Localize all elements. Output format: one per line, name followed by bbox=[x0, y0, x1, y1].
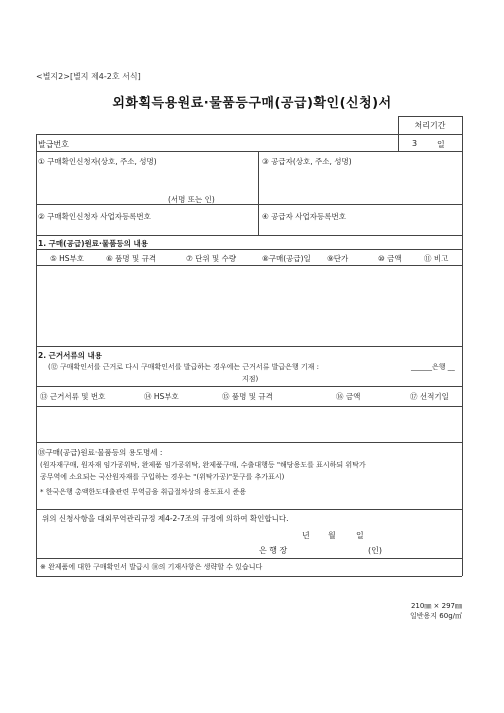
usage-title: ⑱구매(공급)원료·물품등의 용도명세 : bbox=[38, 448, 163, 457]
section1-col-amount: ⑩ 금액 bbox=[378, 254, 402, 263]
usage-line-1: (원자재구매, 원자재 임가공위탁, 완제품 임가공위탁, 완제품구매, 수출대행등 "해당용도를 표시하되 위탁가 bbox=[40, 461, 366, 469]
table-border bbox=[398, 116, 462, 117]
section2-col-name: ⑮ 품명 및 규격 bbox=[222, 392, 273, 401]
section2-title: 2. 근거서류의 내용 bbox=[38, 351, 103, 360]
table-border bbox=[36, 346, 462, 347]
table-border bbox=[36, 235, 462, 236]
confirm-month: 월 bbox=[328, 531, 336, 540]
section1-col-hs: ⑤ HS부호 bbox=[50, 254, 84, 263]
section2-col-document: ⑬ 근거서류 및 번호 bbox=[40, 392, 106, 401]
issue-number-label: 발급번호 bbox=[38, 140, 69, 149]
table-border bbox=[36, 134, 398, 135]
table-border bbox=[36, 509, 462, 510]
seal-label: (인) bbox=[368, 546, 382, 555]
applicant-signature-label: (서명 또는 인) bbox=[168, 195, 215, 204]
section1-col-quantity: ⑦ 단위 및 수량 bbox=[186, 254, 237, 263]
section1-col-name: ⑥ 품명 및 규격 bbox=[106, 254, 157, 263]
section1-col-remarks: ⑪ 비고 bbox=[424, 254, 449, 263]
section2-note-end: 지점) bbox=[242, 375, 259, 383]
section2-col-hs: ⑭ HS부호 bbox=[144, 392, 179, 401]
confirm-year: 년 bbox=[302, 531, 310, 540]
table-border bbox=[36, 442, 462, 443]
usage-line-2: 공무역에 소요되는 국산원자재를 구입하는 경우는 "(위탁가공)"문구를 추가표시) bbox=[40, 473, 285, 481]
table-border bbox=[36, 576, 462, 577]
section2-col-shipping: ⑰ 선적기일 bbox=[410, 392, 449, 401]
table-border bbox=[398, 134, 462, 135]
usage-line-3: * 한국은행 총액한도대출관련 무역금융 취급절차상의 용도표시 준용 bbox=[40, 488, 247, 496]
table-border bbox=[258, 151, 259, 235]
table-border bbox=[36, 265, 462, 266]
page-title: 외화획득용원료·물품등구매(공급)확인(신청)서 bbox=[112, 96, 392, 111]
table-border bbox=[36, 406, 462, 407]
table-border bbox=[36, 558, 462, 559]
supplier-info-label: ③ 공급자(상호, 주소, 성명) bbox=[262, 157, 352, 166]
form-tag: <별지2>[별지 제4-2호 서식] bbox=[36, 72, 141, 81]
supplier-reg-label: ④ 공급자 사업자등록번호 bbox=[262, 212, 346, 221]
table-border bbox=[36, 386, 462, 387]
table-border bbox=[462, 151, 463, 576]
section1-title: 1. 구매(공급)원료·물품등의 내용 bbox=[38, 239, 148, 248]
confirm-day: 일 bbox=[356, 531, 364, 540]
processing-unit: 일 bbox=[437, 140, 445, 149]
applicant-info-label: ① 구매확인신청자(상호, 주소, 성명) bbox=[38, 157, 157, 166]
section2-note-blank: ______은행 __ bbox=[411, 363, 455, 371]
bank-head-label: 은 행 장 bbox=[259, 546, 288, 555]
table-border bbox=[462, 116, 463, 151]
section2-col-amount: ⑯ 금액 bbox=[336, 392, 361, 401]
table-border bbox=[36, 151, 462, 152]
footnote: ※ 완제품에 대한 구매확인서 발급시 ⑱의 기재사항은 생략할 수 있습니다 bbox=[40, 563, 263, 571]
section1-col-date: ⑧구매(공급)일 bbox=[262, 254, 311, 263]
table-border bbox=[36, 249, 462, 250]
table-border bbox=[36, 204, 462, 205]
paper-size: 210㎜ × 297㎜ bbox=[410, 602, 462, 610]
applicant-reg-label: ② 구매확인신청자 사업자등록번호 bbox=[38, 212, 151, 221]
paper-type: 일반용지 60g/㎡ bbox=[410, 612, 462, 620]
section2-note: (⑫ 구매확인서를 근거로 다시 구매확인서를 발급하는 경우에는 근거서류 발급은행 기재 : bbox=[48, 363, 320, 371]
processing-value: 3 bbox=[412, 139, 418, 148]
processing-label: 처리기간 bbox=[414, 121, 446, 130]
confirmation-statement: 위의 신청사항을 대외무역관리규정 제4-2-7조의 규정에 의하여 확인합니다. bbox=[42, 514, 289, 523]
section1-col-price: ⑨단가 bbox=[327, 254, 349, 263]
